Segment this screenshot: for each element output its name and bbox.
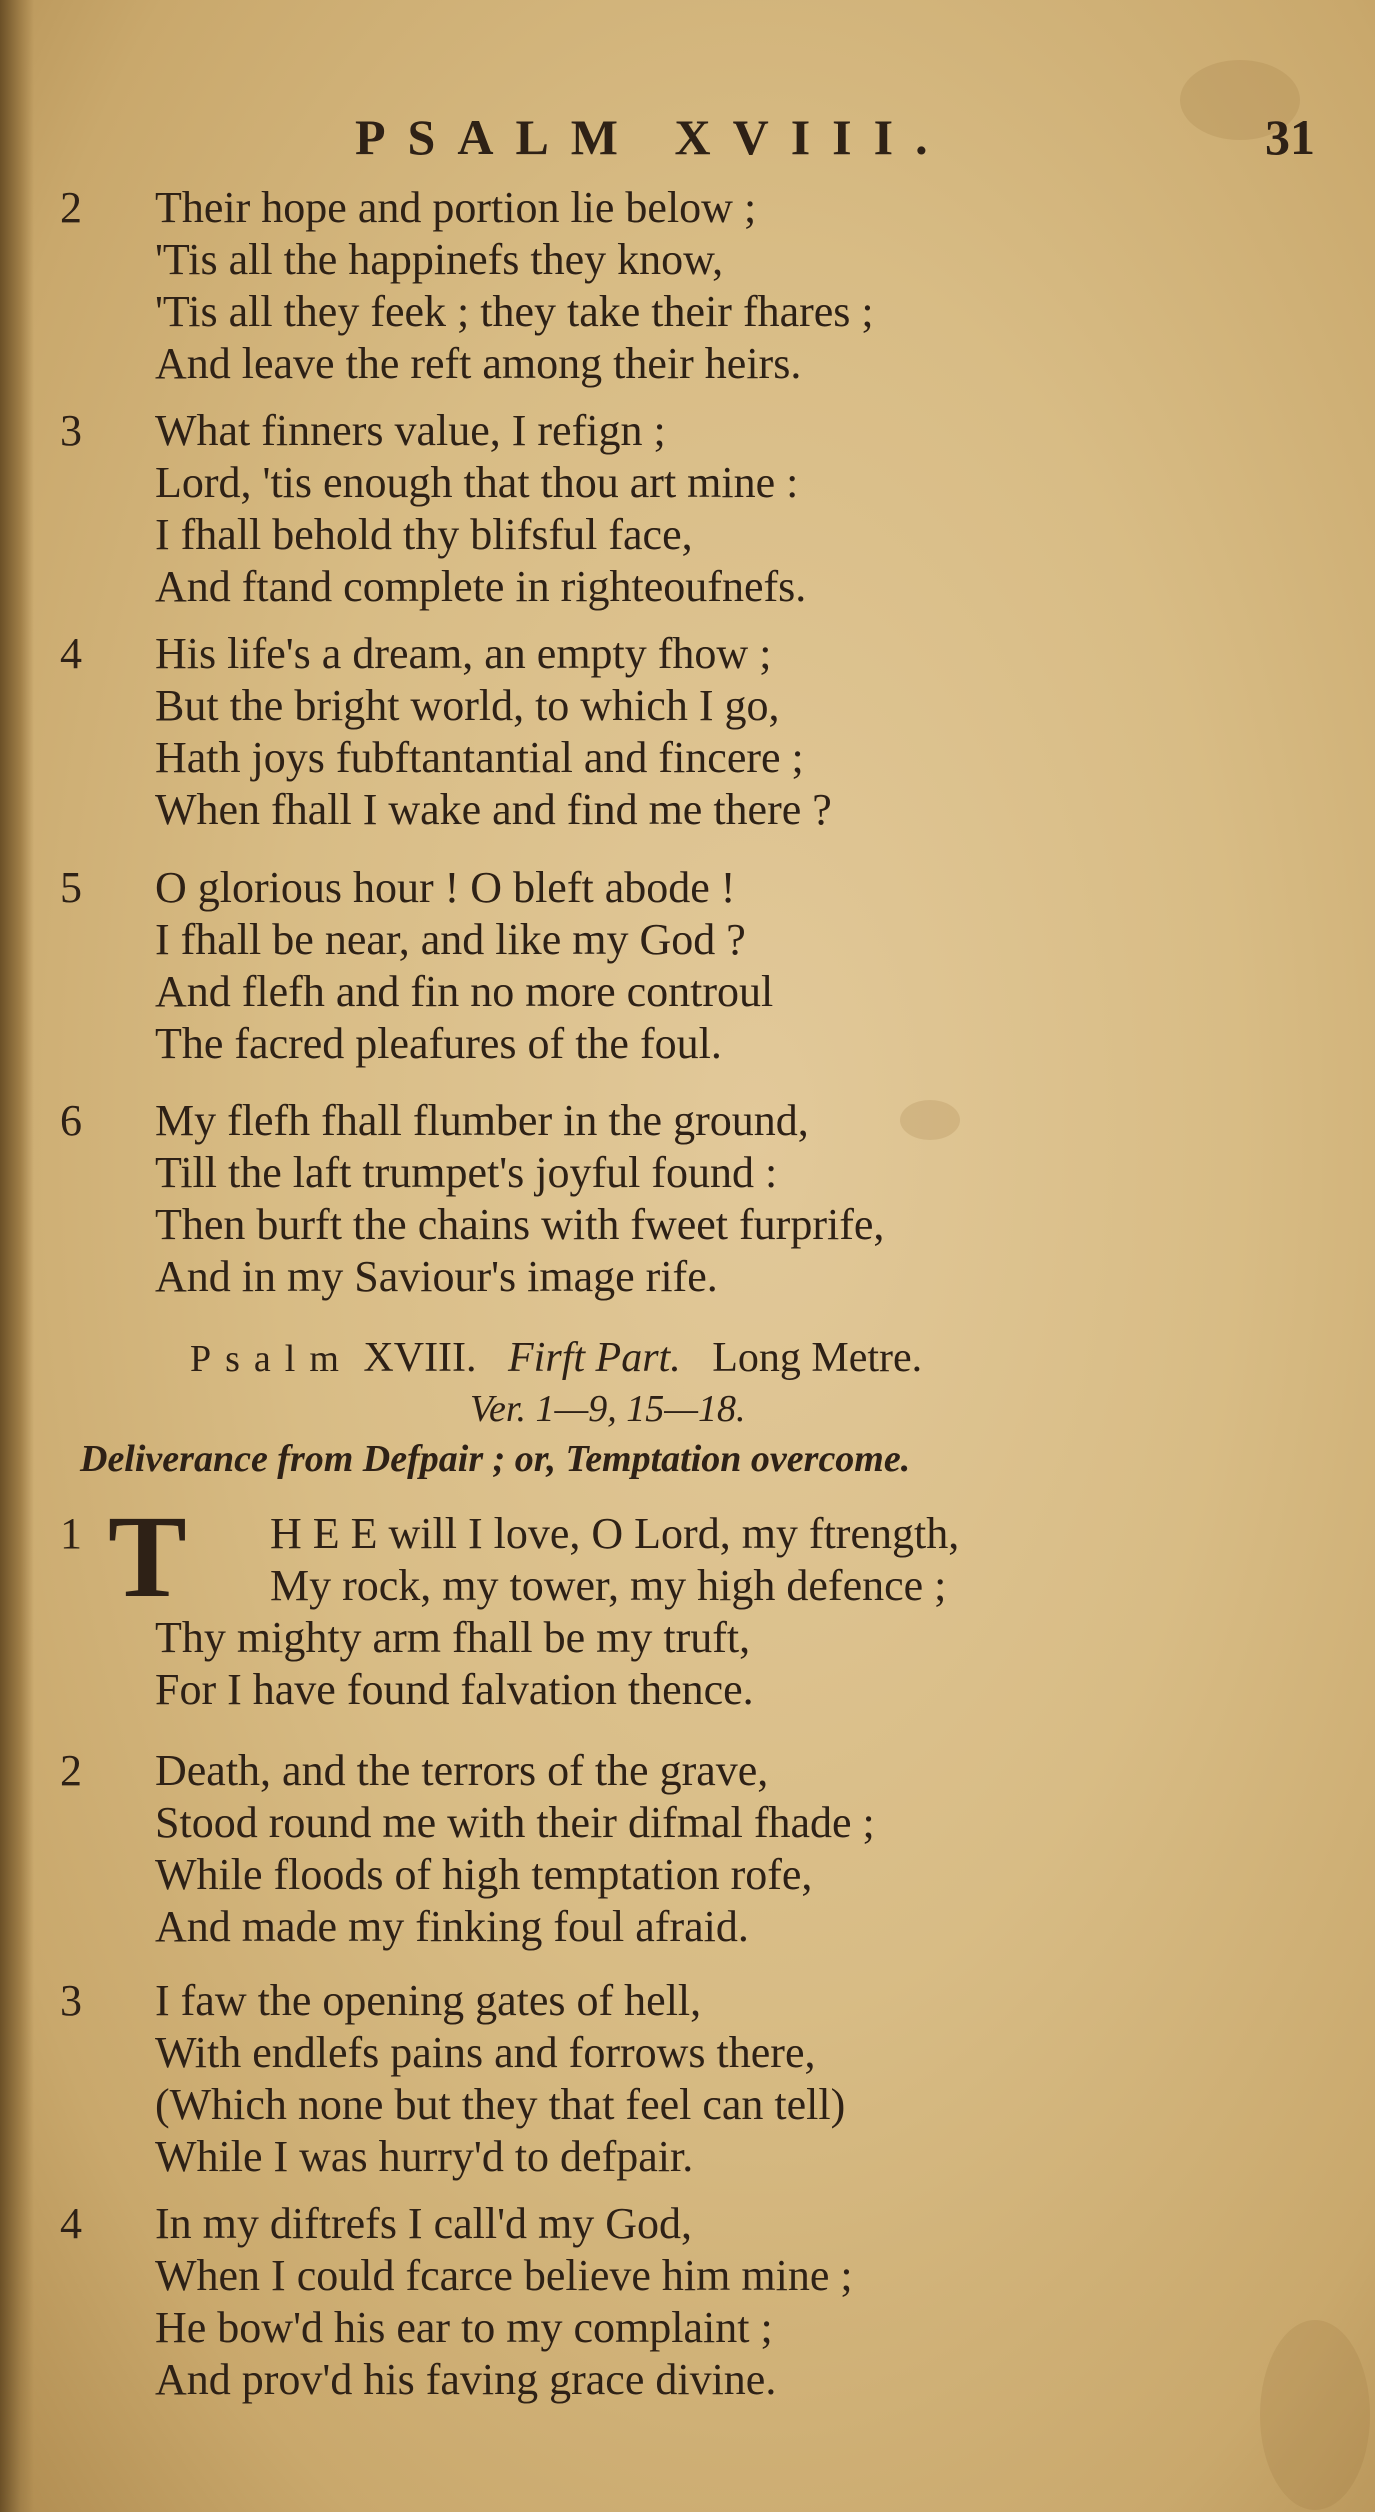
verse-line: Till the laft trumpet's joyful found : <box>155 1148 778 1197</box>
verse-line: While floods of high temptation rofe, <box>155 1850 813 1899</box>
verse-line: Stood round me with their difmal fhade ; <box>155 1798 875 1847</box>
verse-line: The facred pleafures of the foul. <box>155 1019 722 1068</box>
running-head: PSALM XVIII. <box>355 109 950 165</box>
verse-line: O glorious hour ! O bleft abode ! <box>155 863 736 912</box>
verse-line: Hath joys fubftantantial and fincere ; <box>155 733 804 782</box>
psalm-heading <box>60 1332 1330 1492</box>
verse-line: Their hope and portion lie below ; <box>155 183 757 232</box>
verse-line: And in my Saviour's image rife. <box>155 1252 718 1301</box>
stanza-number: 3 <box>60 406 82 455</box>
page-number: 31 <box>1265 109 1315 165</box>
verse-line: 'Tis all they feek ; they take their fhares ; <box>155 287 874 336</box>
verse-line: What finners value, I refign ; <box>155 406 666 455</box>
stanza-number: 2 <box>60 1746 82 1795</box>
verse-line: My flefh fhall flumber in the ground, <box>155 1096 809 1145</box>
verse-line: Lord, 'tis enough that thou art mine : <box>155 458 799 507</box>
verse-line: When fhall I wake and find me there ? <box>155 785 832 834</box>
verse-line: When I could fcarce believe him mine ; <box>155 2251 853 2300</box>
verse-line: And flefh and fin no more controul <box>155 967 774 1016</box>
stanza-number: 3 <box>60 1976 82 2025</box>
stanza <box>60 405 1330 615</box>
stanza <box>60 862 1330 1072</box>
verse-line: 'Tis all the happinefs they know, <box>155 235 724 284</box>
verse-line: And ftand complete in righteoufnefs. <box>155 562 807 611</box>
verse-line: But the bright world, to which I go, <box>155 681 780 730</box>
verse-line: I fhall be near, and like my God ? <box>155 915 746 964</box>
verse-line: (Which none but they that feel can tell) <box>155 2080 846 2129</box>
stanza <box>60 628 1330 838</box>
verse-line: His life's a dream, an empty fhow ; <box>155 629 772 678</box>
stanza <box>60 1095 1330 1305</box>
verse-line: I fhall behold thy blifsful face, <box>155 510 693 559</box>
verse-line: And prov'd his faving grace divine. <box>155 2355 777 2404</box>
binding-shadow <box>0 0 34 2512</box>
verse-line: Then burft the chains with fweet furprife, <box>155 1200 885 1249</box>
verse-line: In my diftrefs I call'd my God, <box>155 2199 693 2248</box>
stanza-number: 6 <box>60 1096 82 1145</box>
verse-line: I faw the opening gates of hell, <box>155 1976 702 2025</box>
stanza-number: 1 <box>60 1509 82 1558</box>
verse-line: For I have found falvation thence. <box>155 1665 754 1714</box>
stanza <box>60 2198 1330 2438</box>
psalm-subtitle: Deliverance from Defpair ; or, Temptation overcome. <box>80 1438 911 1480</box>
psalm-numeral: XVIII. <box>363 1335 477 1381</box>
verse-line: He bow'd his ear to my complaint ; <box>155 2303 773 2352</box>
stanza <box>60 1975 1330 2185</box>
verse-range: Ver. 1—9, 15—18. <box>470 1388 746 1430</box>
verse-line: And made my finking foul afraid. <box>155 1902 749 1951</box>
stanza <box>60 1745 1330 1955</box>
stanza-number: 2 <box>60 183 82 232</box>
psalm-metre: Long Metre. <box>712 1335 923 1381</box>
verse-line: My rock, my tower, my high defence ; <box>270 1561 947 1610</box>
verse-line: And leave the reft among their heirs. <box>155 339 802 388</box>
stanza <box>60 182 1330 392</box>
stanza <box>60 1491 1330 1718</box>
verse-line: While I was hurry'd to defpair. <box>155 2132 694 2181</box>
stanza-number: 4 <box>60 2199 82 2248</box>
verse-line: H E E will I love, O Lord, my ftrength, <box>270 1509 960 1558</box>
stanza-number: 5 <box>60 863 82 912</box>
verse-line: Thy mighty arm fhall be my truft, <box>155 1613 751 1662</box>
drop-cap: T <box>108 1491 187 1622</box>
verse-line: Death, and the terrors of the grave, <box>155 1746 769 1795</box>
psalm-title <box>190 1332 922 1385</box>
psalm-part: Firft Part. <box>508 1335 681 1381</box>
psalm-word: Psalm <box>190 1338 353 1380</box>
verse-line: With endlefs pains and forrows there, <box>155 2028 816 2077</box>
page-header <box>355 102 1315 172</box>
stanza-number: 4 <box>60 629 82 678</box>
